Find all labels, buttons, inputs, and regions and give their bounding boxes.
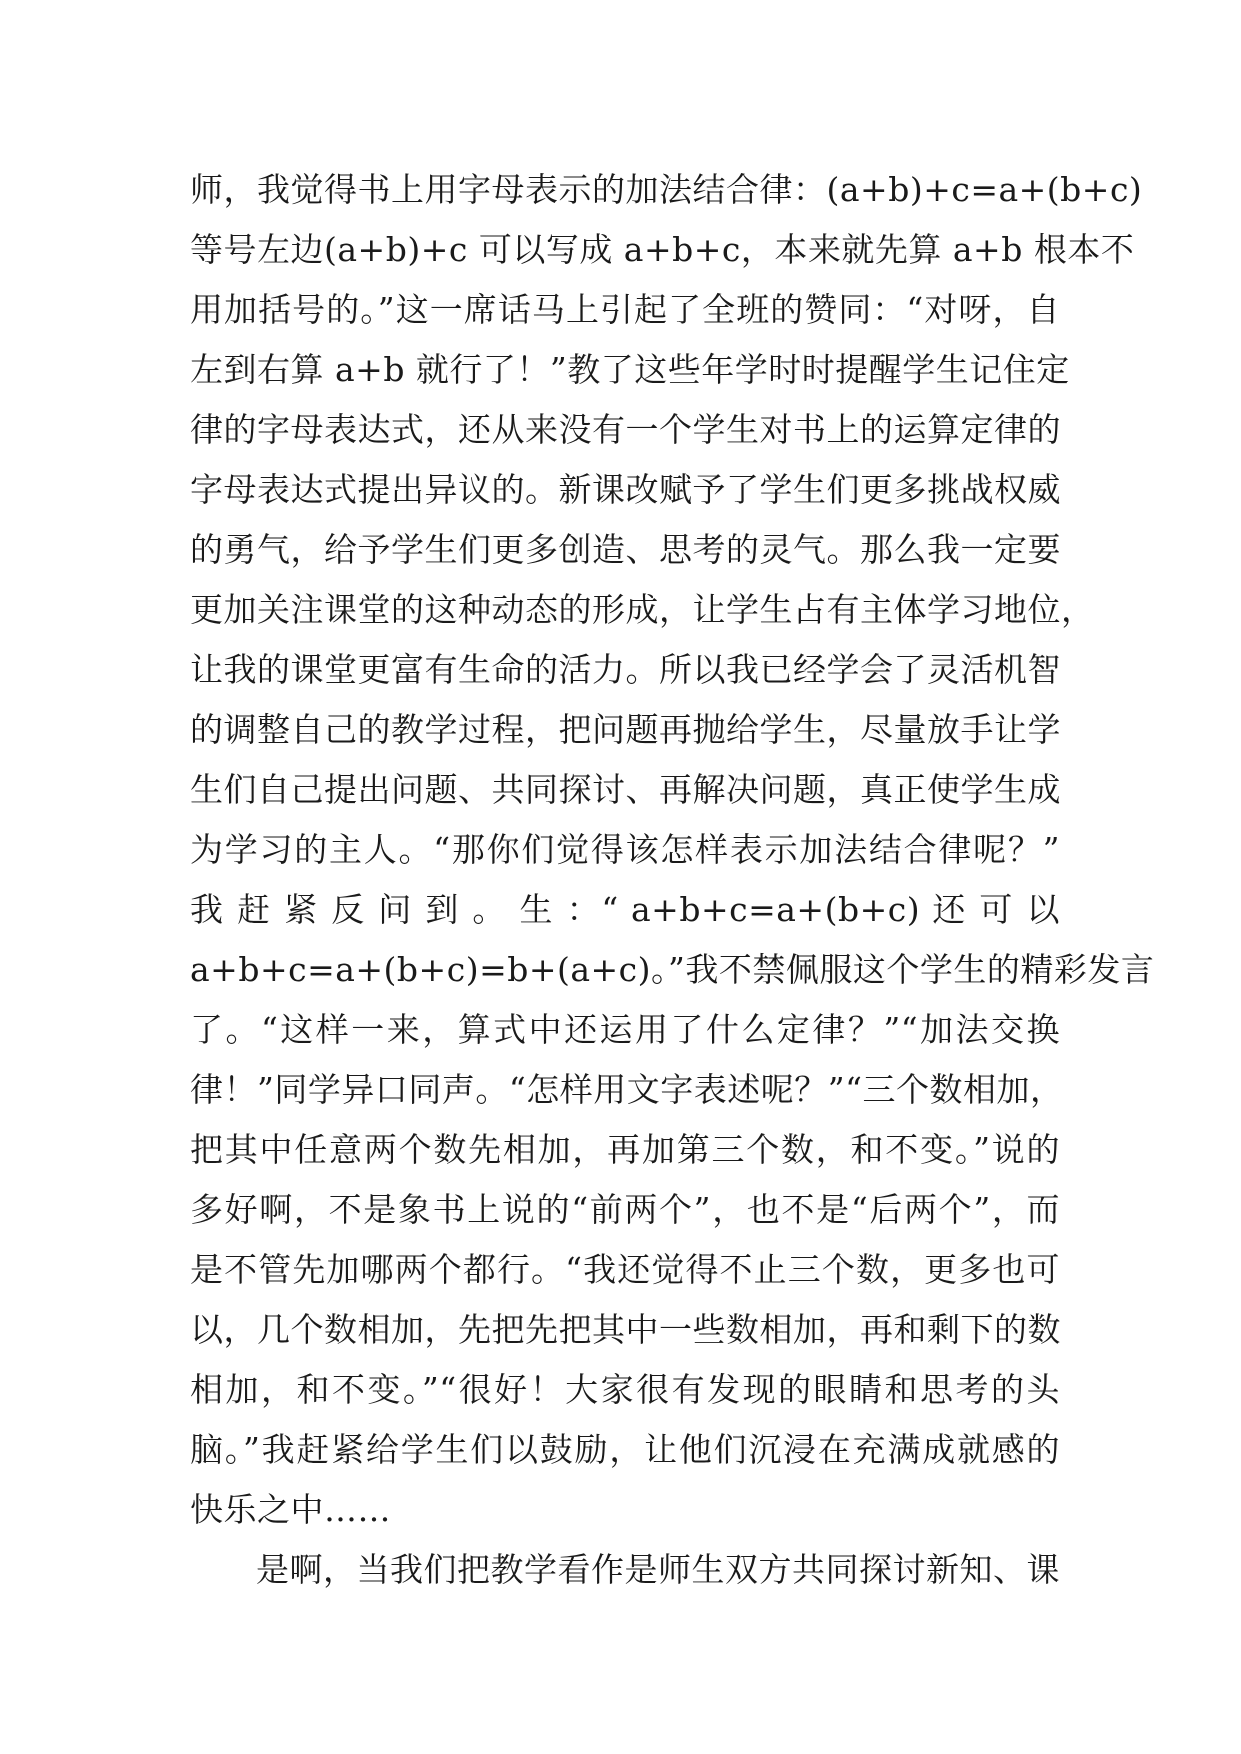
- text-line: 多好啊，不是象书上说的“前两个”，也不是“后两个”，而: [190, 1190, 1060, 1229]
- paragraph-start-line: 是啊，当我们把教学看作是师生双方共同探讨新知、课: [256, 1550, 1060, 1589]
- text-line: 快乐之中……: [190, 1490, 391, 1529]
- text-line: 师，我觉得书上用字母表示的加法结合律：(a+b)+c=a+(b+c): [190, 170, 1143, 209]
- text-line: 以，几个数相加，先把先把其中一些数相加，再和剩下的数: [190, 1310, 1061, 1349]
- text-line: 是不管先加哪两个都行。“我还觉得不止三个数，更多也可: [190, 1250, 1060, 1289]
- text-line: 了。“这样一来，算式中还运用了什么定律？”“加法交换: [190, 1010, 1060, 1049]
- text-line: 脑。”我赶紧给学生们以鼓励，让他们沉浸在充满成就感的: [190, 1430, 1060, 1469]
- text-line: 把其中任意两个数先相加，再加第三个数，和不变。”说的: [190, 1130, 1060, 1169]
- text-line: 左到右算 a+b 就行了！”教了这些年学时时提醒学生记住定: [190, 350, 1070, 389]
- text-line: 用加括号的。”这一席话马上引起了全班的赞同：“对呀，自: [190, 290, 1060, 329]
- text-line: 让我的课堂更富有生命的活力。所以我已经学会了灵活机智: [190, 650, 1061, 689]
- text-line: 为学习的主人。“那你们觉得该怎样表示加法结合律呢？”: [190, 830, 1060, 869]
- text-line: 等号左边(a+b)+c 可以写成 a+b+c，本来就先算 a+b 根本不: [190, 230, 1135, 269]
- text-line: 更加关注课堂的这种动态的形成，让学生占有主体学习地位，: [190, 590, 1095, 629]
- text-line: 相加，和不变。”“很好！大家很有发现的眼睛和思考的头: [190, 1370, 1060, 1409]
- text-line: 生们自己提出问题、共同探讨、再解决问题，真正使学生成: [190, 770, 1061, 809]
- text-line: 的勇气，给予学生们更多创造、思考的灵气。那么我一定要: [190, 530, 1061, 569]
- body-text: [190, 160, 1155, 1600]
- text-line: 的调整自己的教学过程，把问题再抛给学生，尽量放手让学: [190, 710, 1061, 749]
- text-line: 律的字母表达式，还从来没有一个学生对书上的运算定律的: [190, 410, 1061, 449]
- text-line: 我 赶 紧 反 问 到 。 生 ：“ a+b+c=a+(b+c) 还 可 以: [190, 890, 1060, 929]
- text-line: 律！”同学异口同声。“怎样用文字表述呢？”“三个数相加，: [190, 1070, 1064, 1109]
- text-line: a+b+c=a+(b+c)=b+(a+c)。”我不禁佩服这个学生的精彩发言: [190, 950, 1155, 989]
- text-line: 字母表达式提出异议的。新课改赋予了学生们更多挑战权威: [190, 470, 1061, 509]
